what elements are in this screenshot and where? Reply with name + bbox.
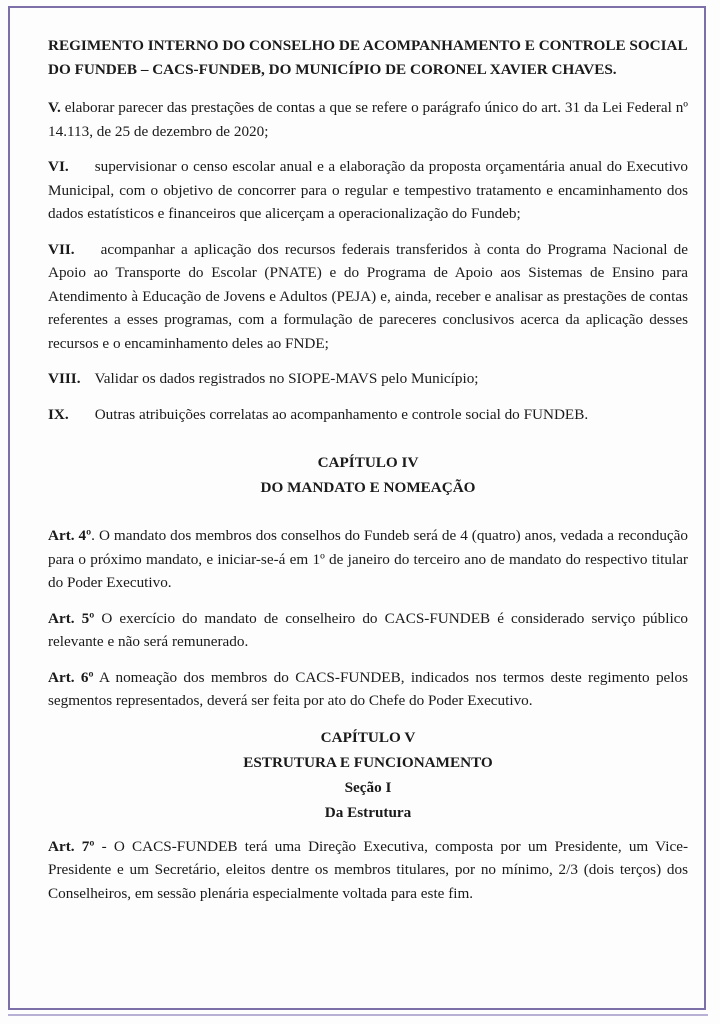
article-6: [48, 666, 688, 713]
chapter-5-subtitle: ESTRUTURA E FUNCIONAMENTO: [243, 753, 493, 771]
item-number: VIII.: [48, 370, 81, 387]
section-subtitle: Da Estrutura: [324, 803, 412, 821]
article-label: Art. 5º: [48, 609, 95, 627]
item-vii: [48, 238, 688, 356]
article-label: Art. 4º: [48, 527, 92, 544]
item-ix: [48, 403, 688, 427]
item-v: [48, 96, 688, 143]
article-text: - O CACS-FUNDEB terá uma Direção Executiva, composta por um Presidente, um Vice-Presidente e um Secretário, eleitos dentre os membros titulares, por no mínimo, 2/3 (dois terços) dos Conselheiros, em sessão plenária especialmente voltada para este fim.: [48, 837, 688, 902]
article-label: Art. 7º: [48, 837, 95, 855]
item-number: V.: [48, 99, 61, 116]
item-number: VII.: [48, 240, 75, 258]
chapter-4-title: CAPÍTULO IV: [317, 454, 419, 471]
article-text: O exercício do mandato de conselheiro do CACS-FUNDEB é considerado serviço público relevante e não será remunerado.: [48, 609, 688, 650]
document-body: [48, 34, 688, 917]
item-viii: [48, 367, 688, 391]
article-5: [48, 607, 688, 654]
title-line-1: REGIMENTO INTERNO DO CONSELHO DE ACOMPANHAMENTO E CONTROLE SOCIAL: [48, 37, 688, 54]
section-title: Seção I: [344, 778, 392, 796]
scan-edge-line: [8, 1014, 708, 1016]
article-label: Art. 6º: [48, 668, 94, 686]
item-text: acompanhar a aplicação dos recursos federais transferidos à conta do Programa Nacional de Apoio ao Transporte do Escolar (PNATE) e do Programa de Apoio aos Sistemas de Ensino para Atendimento à Educação de Jovens e Adultos (PEJA) e, ainda, receber e analisar as prestações de contas referentes a esses programas, com a formulação de pareceres conclusivos acerca da aplicação desses recursos e o encaminhamento deles ao FNDE;: [48, 240, 688, 352]
article-text: A nomeação dos membros do CACS-FUNDEB, indicados nos termos deste regimento pelos segmentos representados, deverá ser feita por ato do Chefe do Poder Executivo.: [48, 668, 689, 709]
item-text: Validar os dados registrados no SIOPE-MAVS pelo Município;: [94, 370, 479, 387]
document-title: [48, 34, 688, 82]
chapter-4-subtitle: DO MANDATO E NOMEAÇÃO: [260, 479, 476, 496]
item-text: supervisionar o censo escolar anual e a elaboração da proposta orçamentária anual do Executivo Municipal, com o objetivo de concorrer para o regular e tempestivo tratamento e encaminhamento dos dados estatísticos e financeiros que alicerçam a operacionalização do Fundeb;: [48, 158, 688, 222]
item-text: elaborar parecer das prestações de contas a que se refere o parágrafo único do art. 31 da Lei Federal nº 14.113, de 25 de dezembro de 2020;: [48, 99, 688, 140]
article-text: . O mandato dos membros dos conselhos do Fundeb será de 4 (quatro) anos, vedada a recondução para o próximo mandato, e iniciar-se-á em 1º de janeiro do terceiro ano de mandato do respectivo titular do Poder Executivo.: [48, 527, 688, 591]
article-7: [48, 835, 688, 906]
chapter-5-title: CAPÍTULO V: [320, 728, 416, 746]
article-4: [48, 524, 688, 595]
item-number: IX.: [48, 405, 69, 423]
title-line-2: DO FUNDEB – CACS-FUNDEB, DO MUNICÍPIO DE CORONEL XAVIER CHAVES.: [48, 61, 617, 78]
item-text: Outras atribuições correlatas ao acompanhamento e controle social do FUNDEB.: [94, 405, 589, 423]
item-vi: [48, 155, 688, 226]
item-number: VI.: [48, 158, 69, 175]
